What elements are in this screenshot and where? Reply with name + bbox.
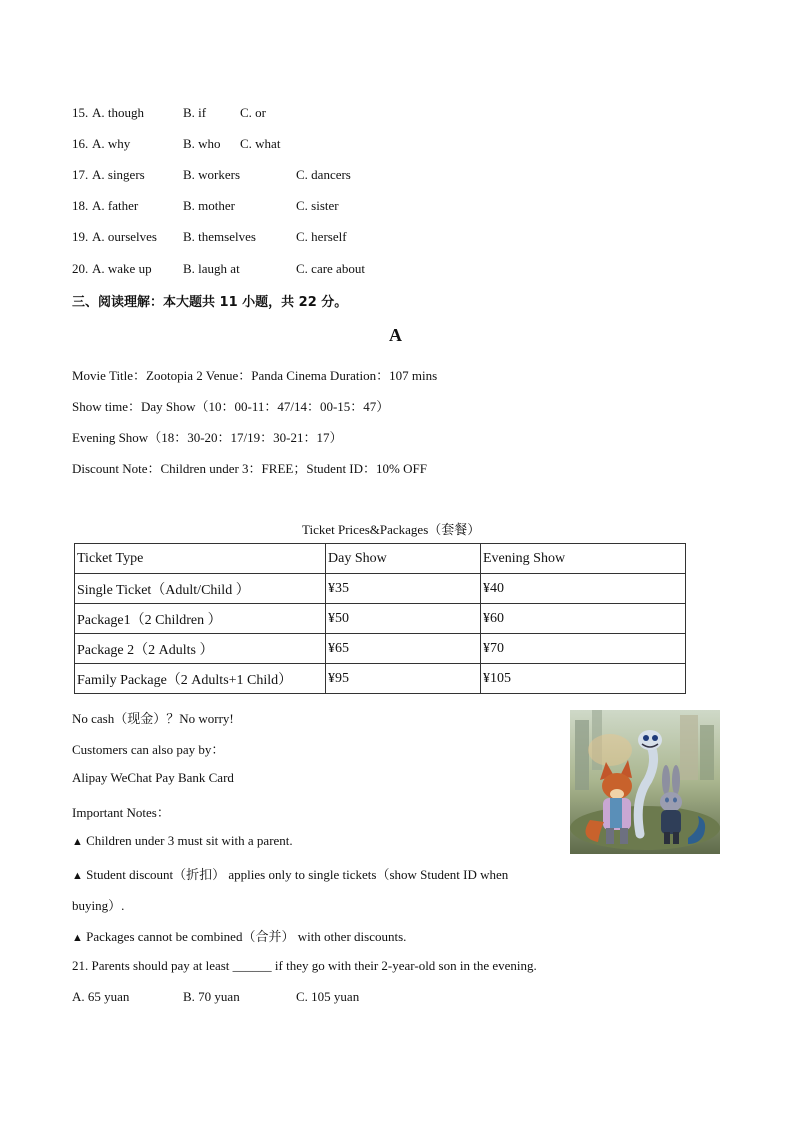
section-title: 三、阅读理解：本大题共 11 小题，共 22 分。: [72, 295, 348, 310]
option-c: C. what: [240, 136, 281, 151]
passage-letter: A: [389, 325, 402, 345]
question-number: 18.: [72, 198, 89, 213]
question-21-stem: 21. Parents should pay at least ______ if they go with their 2-year-old son in the evening.: [72, 958, 537, 973]
notes-heading: Important Notes：: [72, 805, 170, 820]
table-cell: ¥70: [481, 634, 686, 664]
table-cell: ¥60: [481, 604, 686, 634]
option-c: C. dancers: [296, 167, 351, 182]
option-b: B. mother: [183, 198, 235, 213]
option-b: B. laugh at: [183, 261, 240, 276]
option-c: C. sister: [296, 198, 339, 213]
pay-by-line: Customers can also pay by：: [72, 742, 225, 757]
question-number: 16.: [72, 136, 89, 151]
question-number: 15.: [72, 105, 89, 120]
triangle-bullet-icon: ▲: [72, 870, 83, 882]
option-c: C. or: [240, 105, 266, 120]
note-1: [72, 833, 293, 849]
header-cell: Ticket Type: [75, 544, 326, 574]
option-a: A. though: [92, 105, 144, 120]
option-a: A. father: [92, 198, 139, 213]
table-cell: Single Ticket（Adult/Child ）: [75, 574, 326, 604]
option-b: B. themselves: [183, 229, 256, 244]
table-row: [75, 664, 686, 694]
option-a: A. singers: [92, 167, 145, 182]
table-cell: ¥35: [326, 574, 481, 604]
option-c: C. 105 yuan: [296, 989, 360, 1004]
table-cell: ¥105: [481, 664, 686, 694]
showtime-line: Show time：Day Show（10：00-11：47/14：00-15：47）: [72, 399, 390, 414]
option-b: B. who: [183, 136, 221, 151]
note-text: Student discount（折扣） applies only to single tickets（show Student ID when: [86, 867, 509, 882]
question-number: 17.: [72, 167, 89, 182]
payment-methods-line: Alipay WeChat Pay Bank Card: [72, 770, 234, 785]
triangle-bullet-icon: ▲: [72, 836, 83, 848]
table-row: [75, 634, 686, 664]
movie-info-line: Movie Title：Zootopia 2 Venue：Panda Cinema Duration：107 mins: [72, 368, 438, 383]
option-a: A. why: [92, 136, 131, 151]
table-row: [75, 574, 686, 604]
evening-show-line: Evening Show（18：30-20：17/19：30-21：17）: [72, 430, 343, 445]
note-text: Children under 3 must sit with a parent.: [86, 833, 293, 848]
note-3: [72, 926, 406, 945]
header-cell: Evening Show: [481, 544, 686, 574]
option-a: A. 65 yuan: [72, 989, 130, 1004]
no-cash-line: No cash（现金）？No worry!: [72, 711, 234, 726]
table-cell: ¥65: [326, 634, 481, 664]
table-header-row: [75, 544, 686, 574]
triangle-bullet-icon: ▲: [72, 932, 83, 944]
question-number: 20.: [72, 261, 89, 276]
option-b: B. if: [183, 105, 207, 120]
table-cell: Package 2（2 Adults ）: [75, 634, 326, 664]
note-text: Packages cannot be combined（合并） with other discounts.: [86, 929, 407, 944]
option-c: C. herself: [296, 229, 347, 244]
option-a: A. wake up: [92, 261, 152, 276]
ticket-price-table: [74, 543, 686, 694]
question-number: 19.: [72, 229, 89, 244]
table-cell: Package1（2 Children ）: [75, 604, 326, 634]
option-b: B. 70 yuan: [183, 989, 240, 1004]
option-a: A. ourselves: [92, 229, 157, 244]
movie-still-image: [570, 710, 720, 854]
option-b: B. workers: [183, 167, 241, 182]
option-c: C. care about: [296, 261, 365, 276]
note-2-continued: buying）.: [72, 898, 125, 913]
table-cell: ¥40: [481, 574, 686, 604]
table-cell: ¥95: [326, 664, 481, 694]
table-cell: ¥50: [326, 604, 481, 634]
table-row: [75, 604, 686, 634]
note-2: [72, 864, 508, 883]
table-caption: Ticket Prices&Packages（套餐）: [302, 522, 481, 537]
table-cell: Family Package（2 Adults+1 Child）: [75, 664, 326, 694]
discount-note-line: Discount Note：Children under 3：FREE；Student ID：10% OFF: [72, 461, 427, 476]
header-cell: Day Show: [326, 544, 481, 574]
